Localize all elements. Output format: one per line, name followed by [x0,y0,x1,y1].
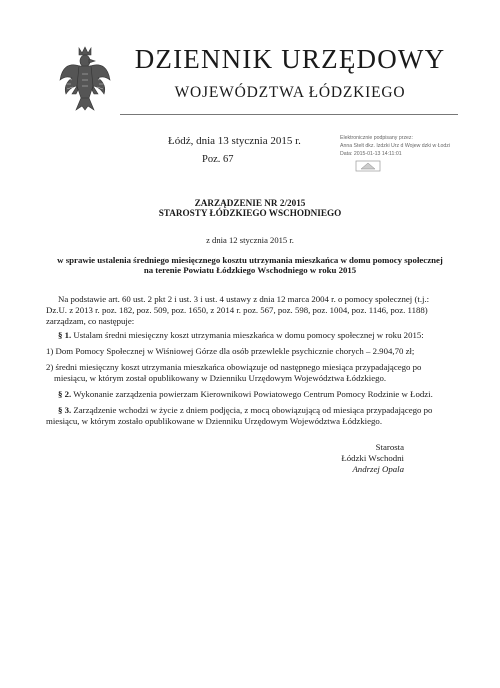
list-item-1: 1) Dom Pomocy Społecznej w Wiśniowej Górze dla osób przewlekle psychicznie chorych – 2.904,70 zł; [46,346,415,356]
section-1-mark: § 1. [58,330,72,340]
position-number: Poz. 67 [202,154,234,165]
act-date: z dnia 12 stycznia 2015 r. [206,235,294,245]
act-subject-line-1: w sprawie ustalenia średniego miesięcznego kosztu utrzymania mieszkańca w domu pomocy społecznej [57,255,443,265]
legal-basis-line-1: Na podstawie art. 60 ust. 2 pkt 2 i ust. 3 i ust. 4 ustawy z dnia 12 marca 2004 r. o pomocy społecznej (t.j.: [58,294,430,304]
section-2-mark: § 2. [58,389,72,399]
signature-role: Starosta [375,442,404,452]
act-issuer: STAROSTY ŁÓDZKIEGO WSCHODNIEGO [158,208,342,218]
eagle-emblem-icon [58,44,112,112]
journal-title: DZIENNIK URZĘDOWY [134,44,446,74]
esign-line-2: Anna Stelt dkz. Izdzki Urz d Wojew dzki w Łodzi [340,143,451,149]
journal-subtitle: WOJEWÓDZTWA ŁÓDZKIEGO [174,84,406,101]
electronic-signature-block [340,134,480,158]
signature-seal-icon [355,160,381,172]
list-item-2-line-2: miesiącu, w którym został opublikowany w Dzienniku Urzędowym Województwa Łódzkiego. [54,373,387,383]
list-item-2-line-1: 2) średni miesięczny koszt utrzymania mieszkańca obowiązuje od następnego miesiąca przypadającego po [46,362,422,372]
section-3-text: Zarządzenie wchodzi w życie z dniem podjęcia, z mocą obowiązującą od miesiąca przypadającego po [71,405,433,415]
section-3-mark: § 3. [58,405,72,415]
signature-name: Andrzej Opala [352,464,404,474]
act-subject-line-2: na terenie Powiatu Łódzkiego Wschodniego w roku 2015 [143,265,357,275]
legal-basis-line-2: Dz.U. z 2013 r. poz. 182, poz. 509, poz. 1650, z 2014 r. poz. 567, poz. 598, poz. 1004, poz. 1146, poz. 1188) [46,305,428,315]
publication-date: Łódź, dnia 13 stycznia 2015 r. [168,135,301,147]
act-heading: ZARZĄDZENIE NR 2/2015 [194,198,306,208]
section-3-line-2: miesiącu, w którym zostało opublikowane w Dzienniku Urzędowym Województwa Łódzkiego. [46,416,383,426]
section-1 [58,330,458,341]
section-1-text: Ustalam średni miesięczny koszt utrzymania mieszkańca w domu pomocy społecznej w roku 2015: [71,330,424,340]
header-divider [120,114,458,115]
esign-line-1: Elektronicznie podpisany przez: [340,135,413,141]
signature-office: Łódzki Wschodni [341,453,404,463]
section-3 [58,405,458,416]
section-2-text: Wykonanie zarządzenia powierzam Kierownikowi Powiatowego Centrum Pomocy Rodzinie w Łodzi. [71,389,433,399]
esign-line-3: Data: 2015-01-13 14:11:01 [340,151,402,157]
section-2 [58,389,458,400]
legal-basis-line-3: zarządzam, co następuje: [46,316,135,326]
